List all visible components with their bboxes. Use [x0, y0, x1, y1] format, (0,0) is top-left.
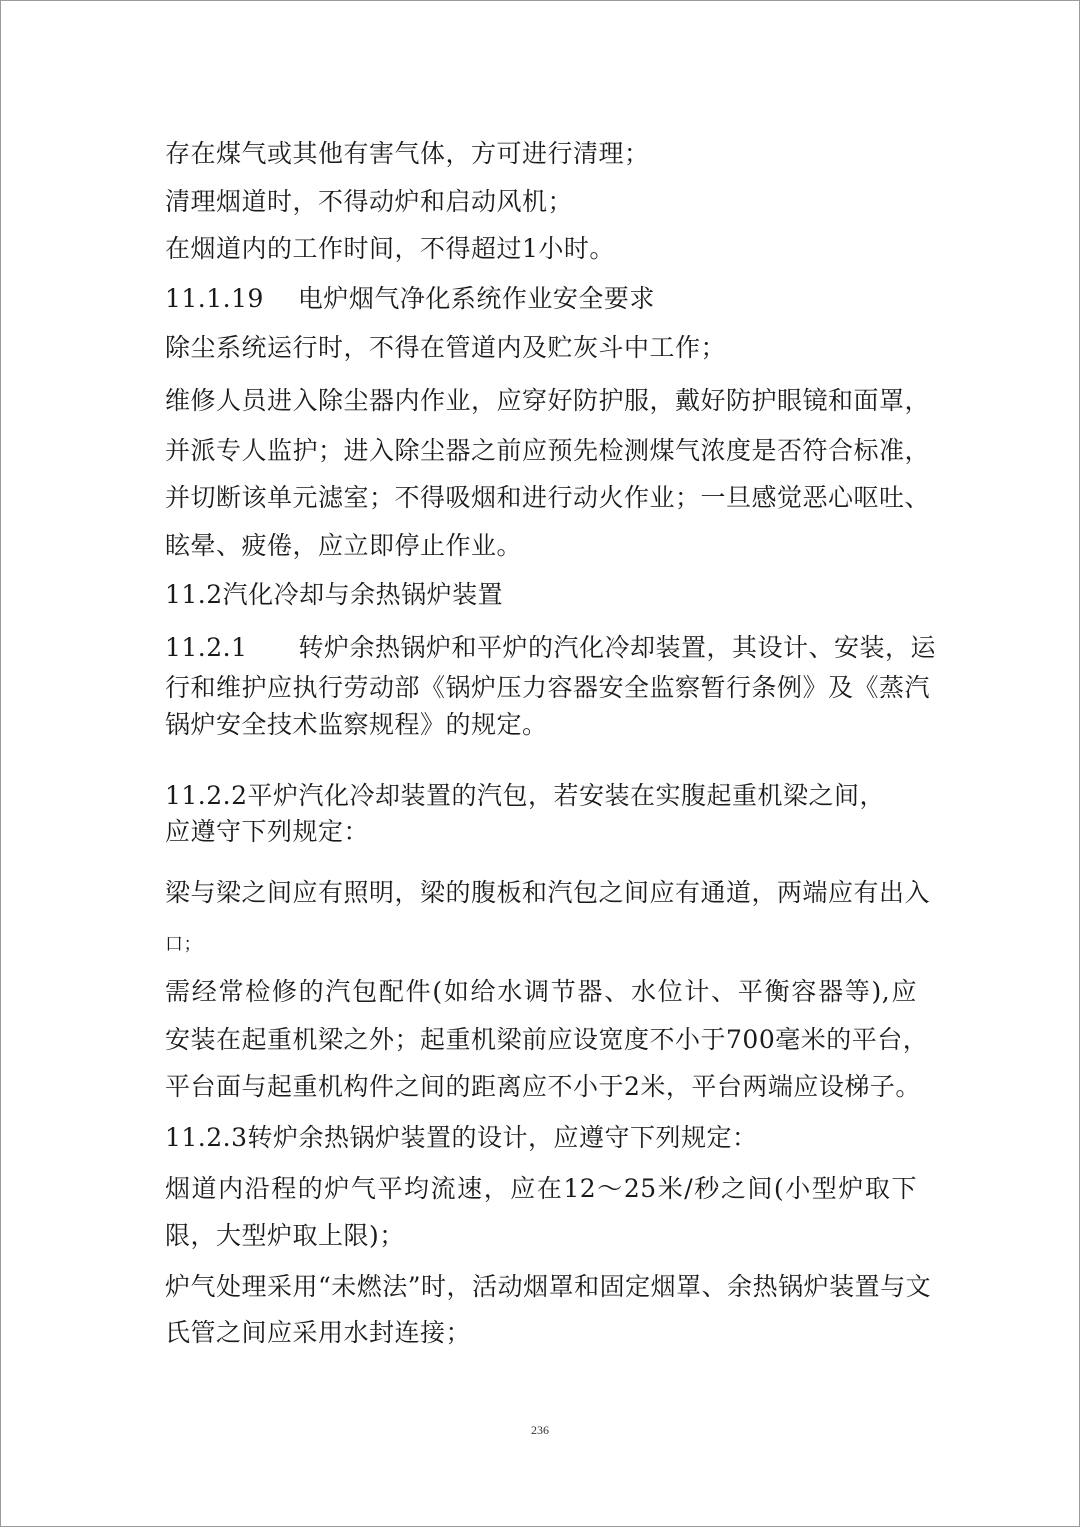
- text-line: 并派专人监护；进入除尘器之前应预先检测煤气浓度是否符合标准，: [165, 436, 931, 465]
- text-line: 11.2.1 转炉余热锅炉和平炉的汽化冷却装置，其设计、安装，运: [165, 633, 937, 662]
- text-line: 清理烟道时，不得动炉和启动风机；: [165, 187, 574, 216]
- text-line: 应遵守下列规定：: [165, 817, 370, 846]
- text-line: 炉气处理采用“未燃法”时，活动烟罩和固定烟罩、余热锅炉装置与文: [165, 1272, 932, 1301]
- text-line: 梁与梁之间应有照明，梁的腹板和汽包之间应有通道，两端应有出入: [165, 878, 931, 907]
- text-line: 锅炉安全技术监察规程》的规定。: [165, 710, 548, 739]
- text-line: 需经常检修的汽包配件(如给水调节器、水位计、平衡容器等),应: [165, 977, 917, 1006]
- page-number: 236: [531, 1423, 549, 1437]
- text-line: 行和维护应执行劳动部《锅炉压力容器安全监察暂行条例》及《蒸汽: [165, 673, 931, 702]
- section-heading: 11.2.3转炉余热锅炉装置的设计，应遵守下列规定：: [165, 1123, 758, 1152]
- section-heading: 11.1.19 电炉烟气净化系统作业安全要求: [165, 284, 655, 313]
- text-line: 氏管之间应采用水封连接；: [165, 1318, 472, 1347]
- text-line: 烟道内沿程的炉气平均流速，应在12～25米/秒之间(小型炉取下: [165, 1174, 917, 1203]
- text-line: 在烟道内的工作时间，不得超过1小时。: [165, 234, 615, 263]
- section-heading: 11.2汽化冷却与余热锅炉装置: [165, 580, 504, 609]
- text-line: 存在煤气或其他有害气体，方可进行清理；: [165, 139, 650, 168]
- section-heading: 11.2.2平炉汽化冷却装置的汽包，若安装在实腹起重机梁之间，: [165, 781, 886, 810]
- text-line: 除尘系统运行时，不得在管道内及贮灰斗中工作；: [165, 333, 727, 362]
- text-line: 维修人员进入除尘器内作业，应穿好防护服，戴好防护眼镜和面罩，: [165, 386, 931, 415]
- text-line: 平台面与起重机构件之间的距离应不小于2米，平台两端应设梯子。: [165, 1072, 921, 1101]
- text-line: 限，大型炉取上限)；: [165, 1221, 405, 1250]
- text-line: 并切断该单元滤室；不得吸烟和进行动火作业；一旦感觉恶心呕吐、: [165, 483, 931, 512]
- text-line: 口；: [165, 934, 202, 955]
- text-line: 安装在起重机梁之外；起重机梁前应设宽度不小于700毫米的平台，: [165, 1025, 929, 1054]
- text-line: 眩晕、疲倦，应立即停止作业。: [165, 531, 523, 560]
